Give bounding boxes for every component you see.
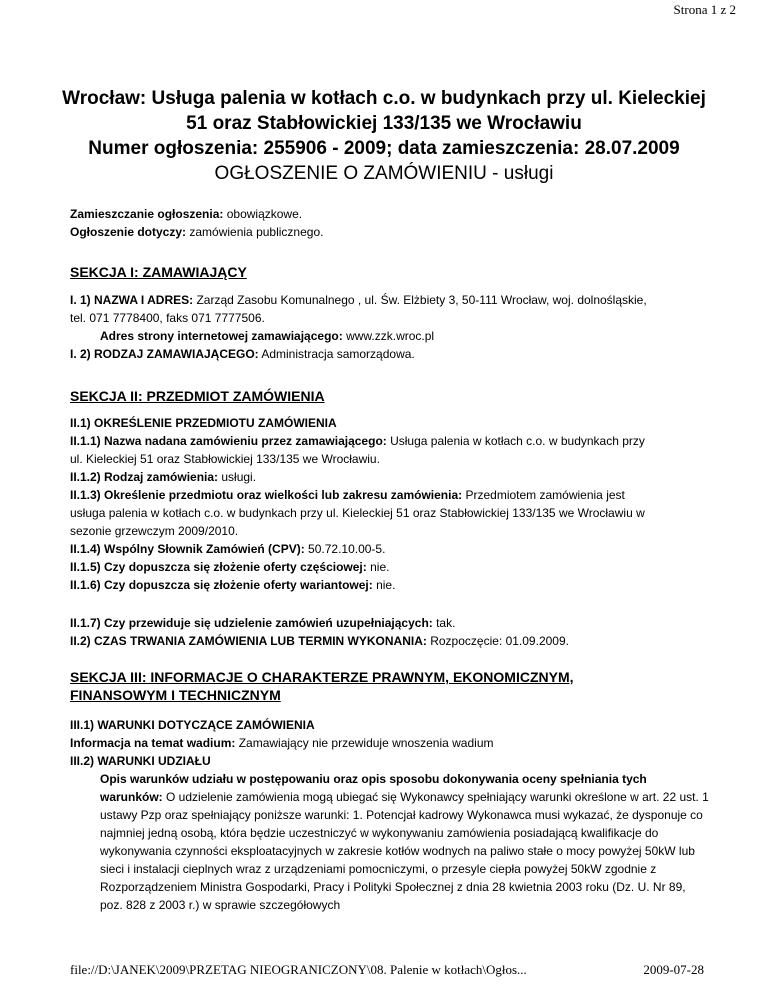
contracting-type: I. 2) RODZAJ ZAMAWIAJĄCEGO: Administracja samorządowa.: [70, 347, 415, 361]
website: Adres strony internetowej zamawiającego: www.zzk.wroc.pl: [100, 329, 435, 343]
title-line-1: Wrocław: Usługa palenia w kotłach c.o. w budynkach przy ul. Kieleckiej: [62, 88, 706, 109]
file-path: file://D:\JANEK\2009\PRZETAG NIEOGRANICZONY\08. Palenie w kotłach\Ogłos...: [70, 962, 527, 977]
section-1-heading: SEKCJA I: ZAMAWIAJĄCY: [70, 264, 247, 280]
print-date: 2009-07-28: [643, 962, 704, 977]
intro-line-1: Zamieszczanie ogłoszenia: obowiązkowe.: [70, 207, 303, 221]
s31: III.1) WARUNKI DOTYCZĄCE ZAMÓWIENIA: [70, 718, 315, 732]
participation-conditions: Opis warunków udziału w postępowaniu oraz opis sposobu dokonywania oceny spełniania tych warunków: O udzielenie zamówienia mogą ubiegać się Wykonawcy spełniający warunki określone w art. 22 ust. 1 ustawy Pzp oraz spełniający poniższe warunki: 1. Potencjał kadrowy Wykonawca musi wykazać, że dysponuje co najmniej jedną osobą, która będzie uczestniczyć w wykonywaniu zamówienia posiadającą kwalifikacje do wykonywania czynności eksploatacyjnych w zakresie kotłów wodnych na paliwo stałe o mocy powyżej 50kW lub sieci i instalacji cieplnych wraz z urządzeniami pomocniczymi, o przesyle ciepła powyżej 50kW zgodnie z Rozporządzeniem Ministra Gospodarki, Pracy i Polityki Społecznej z dnia 28 kwietnia 2003 roku (Dz. U. Nr 89, poz. 828 z 2003 r.) w sprawie szczegółowych: [100, 772, 709, 912]
announcement-type: OGŁOSZENIE O ZAMÓWIENIU - usługi: [214, 163, 554, 184]
s21: II.1) OKREŚLENIE PRZEDMIOTU ZAMÓWIENIA: [70, 416, 337, 430]
section-2-body: [70, 414, 710, 594]
print-footer: [70, 962, 704, 978]
wadium: Informacja na temat wadium: Zamawiający nie przewiduje wnoszenia wadium: [70, 736, 494, 750]
document-title: [0, 86, 768, 186]
s213-cont: usługa palenia w kotłach c.o. w budynkach przy ul. Kieleckiej 51 oraz Stabłowickiej 133/135 we Wrocławiu w: [70, 506, 645, 520]
s32: III.2) WARUNKI UDZIAŁU: [70, 754, 211, 768]
s217: II.1.7) Czy przewiduje się udzielenie zamówień uzupełniających: tak.: [70, 616, 456, 630]
section-2-body-b: [70, 614, 710, 650]
section-2-heading: SEKCJA II: PRZEDMIOT ZAMÓWIENIA: [70, 388, 325, 404]
announcement-number: Numer ogłoszenia: 255906 - 2009; data zamieszczenia: 28.07.2009: [88, 138, 680, 159]
s213: II.1.3) Określenie przedmiotu oraz wielkości lub zakresu zamówienia: Przedmiotem zamówienia jest: [70, 488, 625, 502]
section-3-body: [70, 716, 710, 914]
title-line-2: 51 oraz Stabłowickiej 133/135 we Wrocławiu: [186, 113, 582, 134]
s211-cont: ul. Kieleckiej 51 oraz Stabłowickiej 133/135 we Wrocławiu.: [70, 452, 380, 466]
s215: II.1.5) Czy dopuszcza się złożenie oferty częściowej: nie.: [70, 560, 390, 574]
intro-line-2: Ogłoszenie dotyczy: zamówienia publicznego.: [70, 225, 324, 239]
name-address: I. 1) NAZWA I ADRES: Zarząd Zasobu Komunalnego , ul. Św. Elżbiety 3, 50-111 Wrocław, woj. dolnośląskie,: [70, 293, 647, 307]
s22: II.2) CZAS TRWANIA ZAMÓWIENIA LUB TERMIN WYKONANIA: Rozpoczęcie: 01.09.2009.: [70, 634, 569, 648]
intro-block: [70, 205, 710, 241]
section-3-heading: SEKCJA III: INFORMACJE O CHARAKTERZE PRAWNYM, EKONOMICZNYM, FINANSOWYM I TECHNICZNYM: [70, 669, 574, 703]
page-number: Strona 1 z 2: [673, 2, 736, 17]
contact-phone: tel. 071 7778400, faks 071 7777506.: [70, 311, 265, 325]
s211: II.1.1) Nazwa nadana zamówieniu przez zamawiającego: Usługa palenia w kotłach c.o. w budynkach przy: [70, 434, 645, 448]
s216: II.1.6) Czy dopuszcza się złożenie oferty wariantowej: nie.: [70, 578, 396, 592]
s214: II.1.4) Wspólny Słownik Zamówień (CPV): 50.72.10.00-5.: [70, 542, 386, 556]
section-1-body: [70, 291, 710, 363]
s213-cont2: sezonie grzewczym 2009/2010.: [70, 524, 239, 538]
s212: II.1.2) Rodzaj zamówienia: usługi.: [70, 470, 257, 484]
